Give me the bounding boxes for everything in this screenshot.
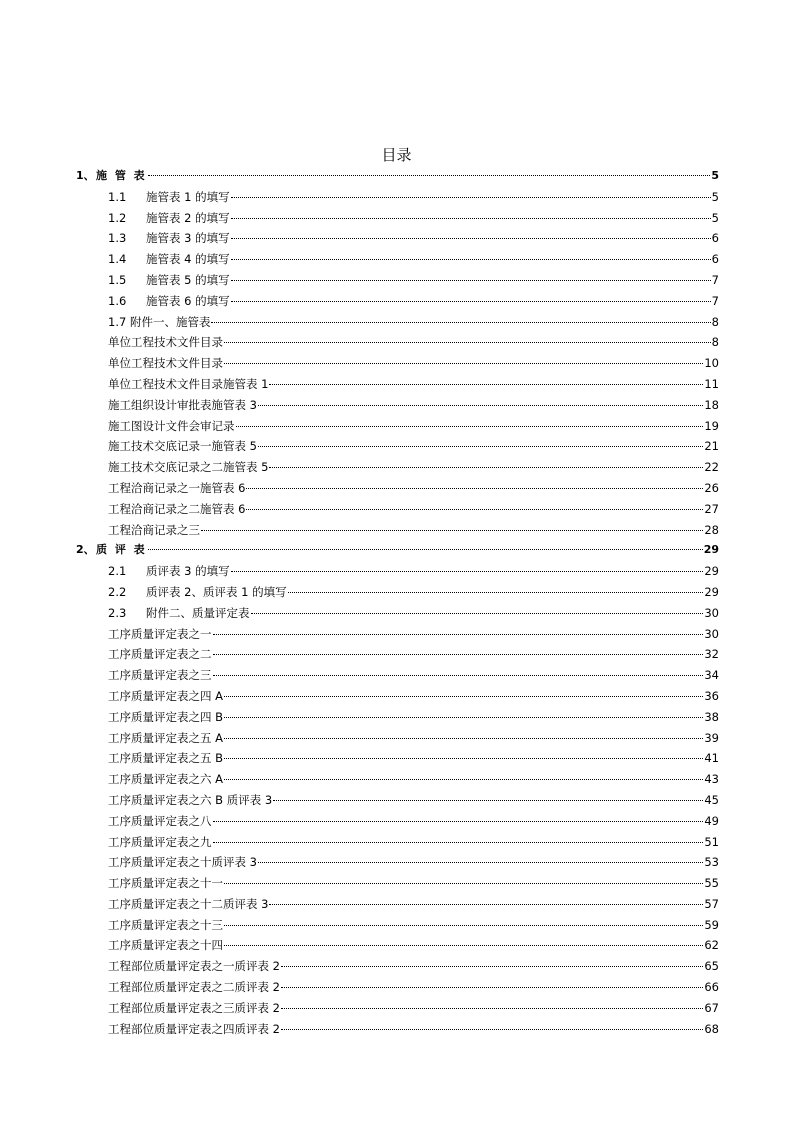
toc-entry[interactable]: [76, 478, 719, 499]
toc-entry-label: 附件二、质量评定表: [146, 605, 250, 620]
toc-entry-page-number: 18: [704, 397, 719, 412]
toc-entry-page-number: 59: [704, 917, 719, 932]
toc-entry[interactable]: [76, 894, 719, 915]
toc-entry-page-number: 49: [704, 813, 719, 828]
toc-entry-label: 1.7 附件一、施管表: [108, 314, 211, 329]
toc-dot-leader: [246, 487, 703, 489]
toc-entry-page-number: 39: [704, 730, 719, 745]
toc-entry-page-number: 68: [704, 1021, 719, 1036]
toc-entry[interactable]: [76, 686, 719, 707]
toc-entry-label: 工程洽商记录之二施管表 6: [108, 501, 246, 516]
toc-entry[interactable]: [76, 249, 719, 270]
toc-entry[interactable]: [76, 540, 719, 561]
toc-entry-page-number: 10: [704, 356, 719, 371]
toc-entry-label: 工程部位质量评定表之二质评表 2: [108, 980, 280, 995]
toc-entry-number: 1.3: [108, 231, 127, 246]
toc-dot-leader: [269, 903, 703, 905]
toc-entry-label: 工序质量评定表之四 A: [108, 688, 224, 703]
toc-entry-number: 1.4: [108, 252, 127, 267]
toc-dot-leader: [224, 695, 703, 697]
toc-entry-label: 工序质量评定表之十二质评表 3: [108, 896, 269, 911]
toc-dot-leader: [231, 570, 704, 572]
toc-dot-leader: [224, 362, 703, 364]
toc-dot-leader: [231, 217, 711, 219]
toc-entry-label: 施 管 表: [96, 169, 147, 182]
toc-entry[interactable]: [76, 499, 719, 520]
toc-dot-leader: [224, 716, 703, 718]
toc-entry[interactable]: [76, 603, 719, 624]
toc-dot-leader: [213, 674, 704, 676]
toc-entry[interactable]: [76, 644, 719, 665]
page-title: 目录: [381, 146, 412, 164]
toc-entry-page-number: 11: [704, 376, 719, 391]
toc-entry[interactable]: [76, 436, 719, 457]
toc-entry-label: 单位工程技术文件目录施管表 1: [108, 376, 269, 391]
toc-entry-label: 单位工程技术文件目录: [108, 356, 223, 371]
toc-entry-label: 工程洽商记录之三: [108, 522, 200, 537]
toc-entry[interactable]: [76, 956, 719, 977]
toc-dot-leader: [213, 820, 704, 822]
toc-entry-number: 1.2: [108, 210, 127, 225]
toc-dot-leader: [224, 341, 711, 343]
toc-dot-leader: [213, 633, 704, 635]
toc-entry[interactable]: [76, 582, 719, 603]
toc-entry-page-number: 65: [704, 959, 719, 974]
toc-entry-label: 施管表 6 的填写: [146, 293, 230, 308]
toc-entry[interactable]: [76, 457, 719, 478]
toc-entry-label: 单位工程技术文件目录: [108, 335, 223, 350]
toc-entry-label: 工程部位质量评定表之四质评表 2: [108, 1021, 280, 1036]
toc-entry[interactable]: [76, 187, 719, 208]
toc-dot-leader: [258, 404, 703, 406]
toc-entry-page-number: 19: [704, 418, 719, 433]
toc-entry-page-number: 38: [704, 709, 719, 724]
toc-entry-label: 工序质量评定表之四 B: [108, 709, 224, 724]
toc-entry-page-number: 45: [704, 792, 719, 807]
toc-entry[interactable]: [76, 208, 719, 229]
toc-entry-number: 1.6: [108, 293, 127, 308]
toc-entry-label: 施管表 2 的填写: [146, 210, 230, 225]
toc-entry-page-number: 7: [711, 272, 719, 287]
toc-entry-page-number: 55: [704, 876, 719, 891]
toc-entry-label: 工序质量评定表之六 B 质评表 3: [108, 792, 273, 807]
toc-entry-page-number: 8: [711, 314, 719, 329]
toc-entry[interactable]: [76, 166, 719, 187]
toc-entry[interactable]: [76, 374, 719, 395]
toc-entry[interactable]: [76, 790, 719, 811]
toc-dot-leader: [224, 924, 703, 926]
toc-dot-leader: [236, 425, 704, 427]
toc-entry[interactable]: [76, 748, 719, 769]
toc-entry-label: 工序质量评定表之六 A: [108, 772, 224, 787]
toc-dot-leader: [224, 944, 703, 946]
toc-dot-leader: [281, 1028, 703, 1030]
toc-entry[interactable]: [76, 520, 719, 541]
toc-dot-leader: [258, 445, 703, 447]
toc-dot-leader: [231, 196, 711, 198]
toc-dot-leader: [201, 529, 703, 531]
toc-dot-leader: [231, 300, 711, 302]
toc-dot-leader: [148, 174, 711, 176]
toc-entry-label: 施管表 1 的填写: [146, 189, 230, 204]
toc-dot-leader: [273, 799, 703, 801]
toc-dot-leader: [224, 882, 703, 884]
toc-entry-page-number: 66: [704, 980, 719, 995]
toc-dot-leader: [231, 237, 711, 239]
toc-dot-leader: [251, 612, 704, 614]
toc-entry-label: 工程部位质量评定表之三质评表 2: [108, 1000, 280, 1015]
toc-entry[interactable]: [76, 395, 719, 416]
toc-entry-page-number: 29: [704, 584, 719, 599]
toc-entry-page-number: 32: [704, 647, 719, 662]
toc-entry[interactable]: [76, 312, 719, 333]
toc-entry-page-number: 30: [704, 626, 719, 641]
toc-dot-leader: [269, 466, 703, 468]
toc-entry-page-number: 5: [711, 169, 719, 182]
toc-entry-label: 施工图设计文件会审记录: [108, 418, 235, 433]
toc-entry-page-number: 26: [704, 480, 719, 495]
toc-entry-label: 施管表 3 的填写: [146, 231, 230, 246]
toc-dot-leader: [224, 778, 703, 780]
toc-entry-label: 质评表 3 的填写: [146, 564, 230, 579]
toc-entry[interactable]: [76, 769, 719, 790]
toc-entry[interactable]: [76, 332, 719, 353]
toc-entry-label: 工序质量评定表之三: [108, 668, 212, 683]
toc-dot-leader: [224, 757, 703, 759]
toc-entry-label: 施工技术交底记录一施管表 5: [108, 439, 257, 454]
toc-entry-label: 施工组织设计审批表施管表 3: [108, 397, 257, 412]
toc-entry-label: 工序质量评定表之十一: [108, 876, 223, 891]
toc-entry[interactable]: [76, 852, 719, 873]
toc-dot-leader: [211, 321, 710, 323]
toc-entry-label: 工序质量评定表之五 A: [108, 730, 224, 745]
toc-dot-leader: [224, 737, 703, 739]
toc-dot-leader: [258, 861, 703, 863]
toc-entry-page-number: 67: [704, 1000, 719, 1015]
toc-entry-label: 质 评 表: [96, 543, 147, 557]
toc-entry-page-number: 22: [704, 460, 719, 475]
toc-dot-leader: [213, 841, 704, 843]
toc-entry[interactable]: [76, 353, 719, 374]
toc-entry-page-number: 5: [711, 189, 719, 204]
toc-dot-leader: [281, 986, 703, 988]
toc-dot-leader: [213, 653, 704, 655]
toc-dot-leader: [288, 591, 704, 593]
toc-entry-label: 工序质量评定表之五 B: [108, 751, 224, 766]
toc-entry-page-number: 34: [704, 668, 719, 683]
toc-entry[interactable]: [76, 665, 719, 686]
toc-entry[interactable]: [76, 811, 719, 832]
toc-entry-page-number: 53: [704, 855, 719, 870]
toc-entry[interactable]: [76, 270, 719, 291]
toc-entry[interactable]: [76, 832, 719, 853]
toc-entry-number: 1.5: [108, 272, 127, 287]
toc-dot-leader: [148, 548, 703, 550]
toc-entry-number: 2.1: [108, 564, 127, 579]
toc-dot-leader: [231, 258, 711, 260]
toc-entry-page-number: 57: [704, 896, 719, 911]
toc-entry-label: 工序质量评定表之十三: [108, 917, 223, 932]
toc-dot-leader: [281, 965, 703, 967]
toc-entry-number: 1.1: [108, 189, 127, 204]
toc-entry-page-number: 43: [704, 772, 719, 787]
toc-entry[interactable]: [76, 228, 719, 249]
toc-entry[interactable]: [76, 624, 719, 645]
toc-entry-number: 2、: [76, 543, 95, 557]
toc-dot-leader: [269, 383, 703, 385]
toc-entry-label: 工序质量评定表之九: [108, 834, 212, 849]
toc-entry-label: 工序质量评定表之一: [108, 626, 212, 641]
toc-dot-leader: [231, 279, 711, 281]
toc-entry-page-number: 6: [711, 231, 719, 246]
toc-entry[interactable]: [76, 1019, 719, 1040]
toc-entry[interactable]: [76, 728, 719, 749]
toc-entry[interactable]: [76, 416, 719, 437]
toc-entry-label: 质评表 2、质评表 1 的填写: [146, 584, 287, 599]
toc-entry[interactable]: [76, 977, 719, 998]
toc-entry-label: 施工技术交底记录之二施管表 5: [108, 460, 269, 475]
toc-entry[interactable]: [76, 291, 719, 312]
toc-entry-number: 2.3: [108, 605, 127, 620]
toc-entry-page-number: 30: [704, 605, 719, 620]
toc-entry[interactable]: [76, 915, 719, 936]
toc-entry[interactable]: [76, 707, 719, 728]
toc-entry[interactable]: [76, 998, 719, 1019]
toc-dot-leader: [246, 508, 703, 510]
toc-entry-page-number: 28: [704, 522, 719, 537]
toc-entry-label: 工序质量评定表之二: [108, 647, 212, 662]
toc-entry-label: 施管表 5 的填写: [146, 272, 230, 287]
toc-entry-label: 工序质量评定表之十四: [108, 938, 223, 953]
toc-entry[interactable]: [76, 561, 719, 582]
toc-entry-page-number: 41: [704, 751, 719, 766]
toc-dot-leader: [281, 1007, 703, 1009]
toc-entry-page-number: 27: [704, 501, 719, 516]
toc-entry-page-number: 21: [704, 439, 719, 454]
toc-entry-page-number: 5: [711, 210, 719, 225]
toc-entry-page-number: 62: [704, 938, 719, 953]
toc-entry[interactable]: [76, 873, 719, 894]
toc-entry-label: 施管表 4 的填写: [146, 252, 230, 267]
toc-entry-label: 工程部位质量评定表之一质评表 2: [108, 959, 280, 974]
toc-entry-page-number: 29: [704, 564, 719, 579]
toc-entry-page-number: 7: [711, 293, 719, 308]
table-of-contents: [76, 166, 719, 1039]
toc-entry-label: 工序质量评定表之八: [108, 813, 212, 828]
toc-entry[interactable]: [76, 935, 719, 956]
toc-entry-number: 1、: [76, 169, 95, 182]
toc-entry-page-number: 29: [703, 543, 719, 557]
toc-entry-page-number: 8: [711, 335, 719, 350]
toc-entry-page-number: 6: [711, 252, 719, 267]
toc-entry-number: 2.2: [108, 584, 127, 599]
toc-entry-label: 工序质量评定表之十质评表 3: [108, 855, 257, 870]
toc-entry-page-number: 36: [704, 688, 719, 703]
toc-entry-label: 工程洽商记录之一施管表 6: [108, 480, 246, 495]
toc-entry-page-number: 51: [704, 834, 719, 849]
